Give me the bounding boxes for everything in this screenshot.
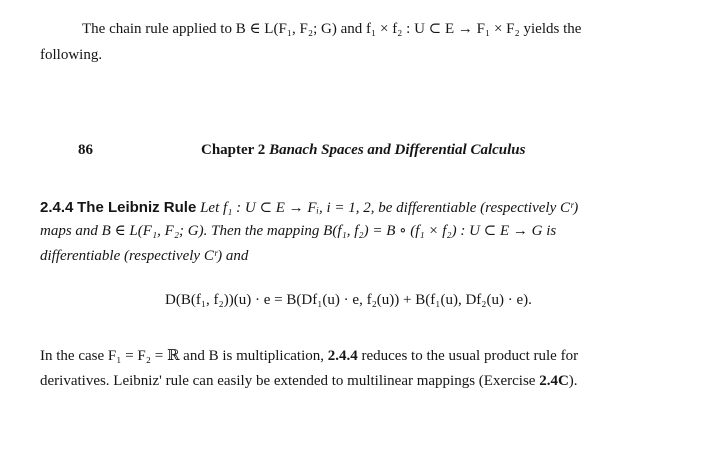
intro-line-2: following.: [40, 47, 103, 63]
theorem-line-3: differentiable (respectively Cʳ) and: [40, 248, 249, 264]
remark-text-1b: reduces to the usual product rule for: [361, 348, 579, 364]
theorem-line-2: maps and B ∈ L(F₁, F₂; G). Then the mapping B(f₁, f₂) = B ∘ (f₁ × f₂) : U ⊂ E → G is: [40, 223, 557, 239]
page-number: 86: [78, 142, 93, 158]
theorem-number: 2.4.4: [40, 199, 74, 216]
chapter-title: Banach Spaces and Differential Calculus: [269, 142, 526, 158]
chapter-label: Chapter 2: [201, 142, 266, 158]
theorem-line-1: [40, 200, 578, 216]
leibniz-equation: D(B(f₁, f₂))(u) · e = B(Df₁(u) · e, f₂(u)) + B(f₁(u), Df₂(u) · e).: [165, 292, 532, 308]
theorem-name: The Leibniz Rule: [77, 199, 197, 216]
remark-line-2: [40, 374, 578, 389]
intro-line-1: The chain rule applied to B ∈ L(F₁, F₂; G) and f₁ × f₂ : U ⊂ E → F₁ × F₂ yields the: [82, 21, 582, 37]
remark-text-1a: In the case F₁ = F₂ = ℝ and B is multiplication,: [40, 348, 324, 364]
running-header: [201, 143, 525, 158]
remark-line-1: [40, 349, 578, 364]
exercise-reference: 2.4C: [539, 373, 569, 389]
remark-text-2a: derivatives. Leibniz' rule can easily be extended to multilinear mappings (Exercise: [40, 373, 536, 389]
theorem-text-1: Let f₁ : U ⊂ E → Fᵢ, i = 1, 2, be differentiable (respectively Cʳ): [200, 200, 579, 216]
remark-text-2b: ).: [568, 373, 578, 389]
theorem-reference: 2.4.4: [327, 348, 358, 364]
